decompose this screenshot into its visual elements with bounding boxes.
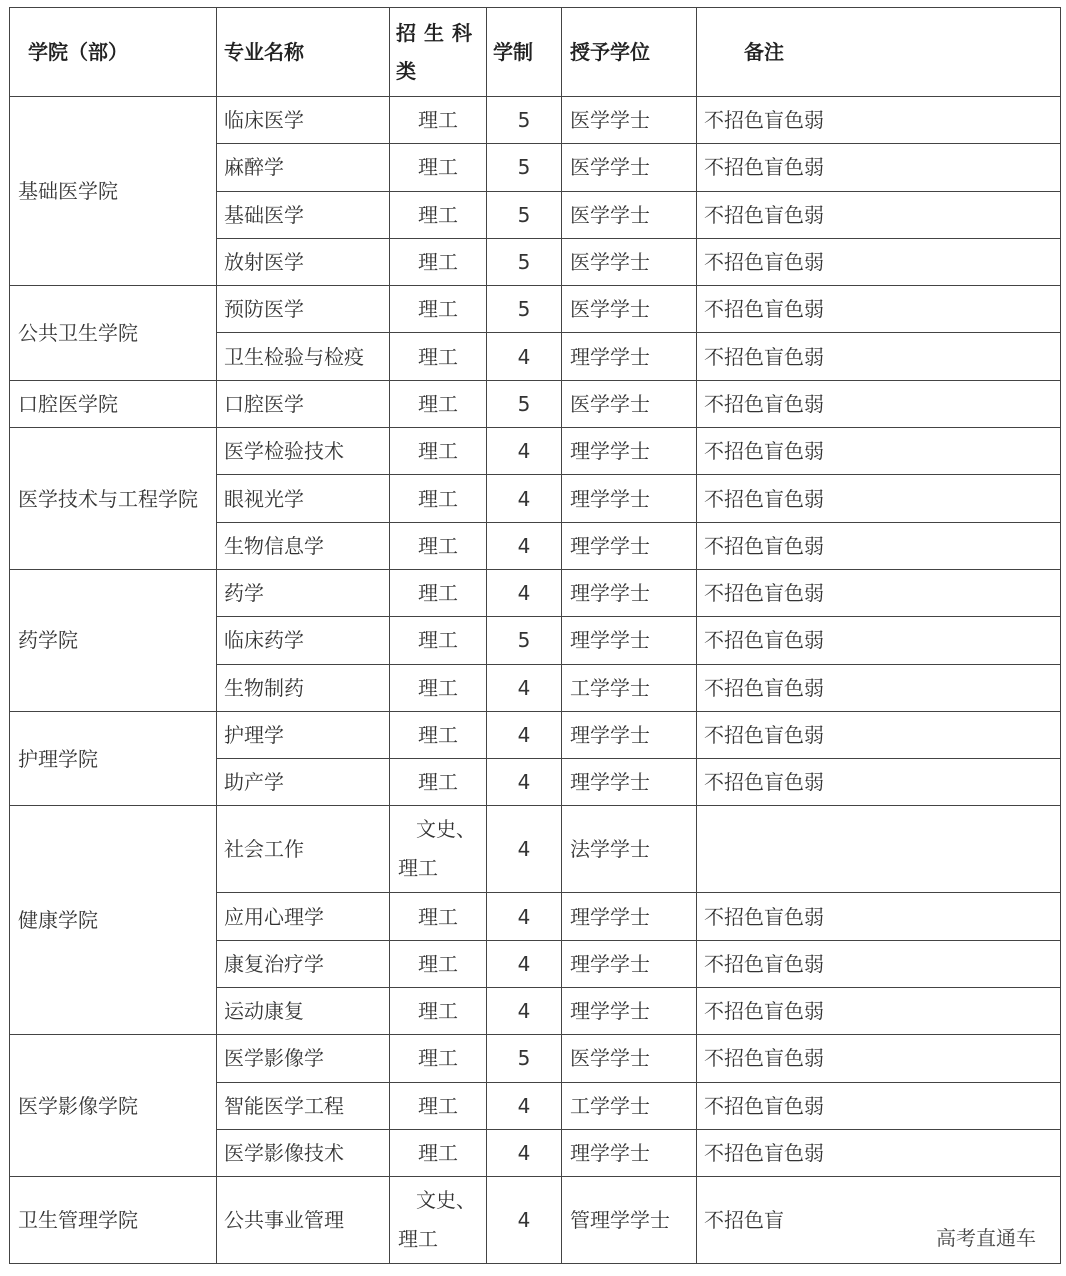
category-cell: 理工 — [390, 893, 487, 940]
college-cell: 基础医学院 — [10, 97, 217, 286]
major-cell: 药学 — [217, 569, 390, 616]
major-cell: 医学影像技术 — [217, 1129, 390, 1176]
degree-cell: 医学学士 — [562, 144, 697, 191]
major-cell: 眼视光学 — [217, 475, 390, 522]
years-cell: 4 — [487, 664, 562, 711]
table-row — [10, 428, 1061, 475]
years-cell: 4 — [487, 569, 562, 616]
degree-cell: 理学学士 — [562, 988, 697, 1035]
years-cell: 4 — [487, 988, 562, 1035]
college-cell: 卫生管理学院 — [10, 1177, 217, 1264]
header-degree: 授予学位 — [562, 8, 697, 97]
degree-cell: 医学学士 — [562, 191, 697, 238]
table-row — [10, 1177, 1061, 1264]
category-cell: 理工 — [390, 1129, 487, 1176]
degree-cell: 法学学士 — [562, 806, 697, 893]
degree-cell: 工学学士 — [562, 1082, 697, 1129]
category-cell: 理工 — [390, 380, 487, 427]
note-cell: 不招色盲色弱 — [697, 664, 1061, 711]
note-cell: 不招色盲色弱 — [697, 475, 1061, 522]
note-cell: 不招色盲色弱 — [697, 144, 1061, 191]
degree-cell: 医学学士 — [562, 380, 697, 427]
degree-cell: 理学学士 — [562, 1129, 697, 1176]
table-row — [10, 97, 1061, 144]
category-cell: 理工 — [390, 333, 487, 380]
years-cell: 5 — [487, 1035, 562, 1082]
years-cell: 4 — [487, 759, 562, 806]
college-cell: 公共卫生学院 — [10, 286, 217, 381]
majors-table — [9, 7, 1061, 1264]
degree-cell: 理学学士 — [562, 333, 697, 380]
note-cell: 不招色盲色弱 — [697, 1129, 1061, 1176]
major-cell: 放射医学 — [217, 238, 390, 285]
table-row — [10, 1035, 1061, 1082]
degree-cell: 理学学士 — [562, 711, 697, 758]
note-cell: 不招色盲 — [697, 1177, 1061, 1264]
major-cell: 基础医学 — [217, 191, 390, 238]
table-body — [10, 97, 1061, 1264]
category-cell: 理工 — [390, 940, 487, 987]
category-cell: 理工 — [390, 1035, 487, 1082]
years-cell: 4 — [487, 428, 562, 475]
major-cell: 生物制药 — [217, 664, 390, 711]
years-cell: 5 — [487, 238, 562, 285]
category-cell: 理工 — [390, 144, 487, 191]
category-cell: 理工 — [390, 759, 487, 806]
category-cell: 理工 — [390, 428, 487, 475]
major-cell: 医学影像学 — [217, 1035, 390, 1082]
category-cell: 理工 — [390, 617, 487, 664]
note-cell: 不招色盲色弱 — [697, 1082, 1061, 1129]
college-cell: 健康学院 — [10, 806, 217, 1035]
degree-cell: 理学学士 — [562, 617, 697, 664]
note-cell: 不招色盲色弱 — [697, 988, 1061, 1035]
note-cell: 不招色盲色弱 — [697, 191, 1061, 238]
major-cell: 口腔医学 — [217, 380, 390, 427]
table-row — [10, 806, 1061, 893]
years-cell: 4 — [487, 806, 562, 893]
category-cell: 理工 — [390, 522, 487, 569]
degree-cell: 工学学士 — [562, 664, 697, 711]
degree-cell: 医学学士 — [562, 286, 697, 333]
table-row — [10, 711, 1061, 758]
major-cell: 生物信息学 — [217, 522, 390, 569]
degree-cell: 医学学士 — [562, 1035, 697, 1082]
category-cell: 理工 — [390, 711, 487, 758]
degree-cell: 理学学士 — [562, 940, 697, 987]
degree-cell: 理学学士 — [562, 569, 697, 616]
years-cell: 4 — [487, 1082, 562, 1129]
note-cell: 不招色盲色弱 — [697, 97, 1061, 144]
major-cell: 运动康复 — [217, 988, 390, 1035]
major-cell: 助产学 — [217, 759, 390, 806]
category-cell: 理工 — [390, 569, 487, 616]
category-cell: 理工 — [390, 286, 487, 333]
major-cell: 卫生检验与检疫 — [217, 333, 390, 380]
table-row — [10, 286, 1061, 333]
years-cell: 5 — [487, 380, 562, 427]
degree-cell: 理学学士 — [562, 428, 697, 475]
major-cell: 麻醉学 — [217, 144, 390, 191]
header-years: 学制 — [487, 8, 562, 97]
header-row — [10, 8, 1061, 97]
degree-cell: 医学学士 — [562, 238, 697, 285]
major-cell: 预防医学 — [217, 286, 390, 333]
header-major: 专业名称 — [217, 8, 390, 97]
years-cell: 4 — [487, 522, 562, 569]
watermark: 高考直通车 — [936, 1226, 1036, 1250]
major-cell: 临床药学 — [217, 617, 390, 664]
years-cell: 4 — [487, 1129, 562, 1176]
table-row — [10, 569, 1061, 616]
major-cell: 社会工作 — [217, 806, 390, 893]
college-cell: 药学院 — [10, 569, 217, 711]
note-cell: 不招色盲色弱 — [697, 893, 1061, 940]
category-cell: 理工 — [390, 97, 487, 144]
note-cell — [697, 806, 1061, 893]
degree-cell: 理学学士 — [562, 759, 697, 806]
note-cell: 不招色盲色弱 — [697, 759, 1061, 806]
years-cell: 5 — [487, 97, 562, 144]
degree-cell: 理学学士 — [562, 522, 697, 569]
category-cell: 文史、 理工 — [390, 806, 487, 893]
note-cell: 不招色盲色弱 — [697, 1035, 1061, 1082]
degree-cell: 理学学士 — [562, 475, 697, 522]
years-cell: 4 — [487, 893, 562, 940]
major-cell: 医学检验技术 — [217, 428, 390, 475]
years-cell: 4 — [487, 1177, 562, 1264]
degree-cell: 医学学士 — [562, 97, 697, 144]
years-cell: 4 — [487, 333, 562, 380]
college-cell: 医学影像学院 — [10, 1035, 217, 1177]
note-cell: 不招色盲色弱 — [697, 428, 1061, 475]
major-cell: 公共事业管理 — [217, 1177, 390, 1264]
category-cell: 理工 — [390, 988, 487, 1035]
note-cell: 不招色盲色弱 — [697, 238, 1061, 285]
header-category: 招生科类 — [390, 8, 487, 97]
years-cell: 4 — [487, 940, 562, 987]
note-cell: 不招色盲色弱 — [697, 522, 1061, 569]
years-cell: 5 — [487, 617, 562, 664]
category-cell: 理工 — [390, 1082, 487, 1129]
degree-cell: 管理学学士 — [562, 1177, 697, 1264]
major-cell: 临床医学 — [217, 97, 390, 144]
degree-cell: 理学学士 — [562, 893, 697, 940]
note-cell: 不招色盲色弱 — [697, 286, 1061, 333]
major-cell: 护理学 — [217, 711, 390, 758]
years-cell: 4 — [487, 711, 562, 758]
note-cell: 不招色盲色弱 — [697, 940, 1061, 987]
years-cell: 5 — [487, 286, 562, 333]
category-cell: 文史、 理工 — [390, 1177, 487, 1264]
category-cell: 理工 — [390, 664, 487, 711]
college-cell: 护理学院 — [10, 711, 217, 806]
category-cell: 理工 — [390, 475, 487, 522]
college-cell: 医学技术与工程学院 — [10, 428, 217, 570]
years-cell: 4 — [487, 475, 562, 522]
category-cell: 理工 — [390, 238, 487, 285]
header-college: 学院（部） — [10, 8, 217, 97]
header-note: 备注 — [697, 8, 1061, 97]
note-cell: 不招色盲色弱 — [697, 711, 1061, 758]
table-row — [10, 380, 1061, 427]
major-cell: 智能医学工程 — [217, 1082, 390, 1129]
note-cell: 不招色盲色弱 — [697, 617, 1061, 664]
category-cell: 理工 — [390, 191, 487, 238]
note-cell: 不招色盲色弱 — [697, 569, 1061, 616]
years-cell: 5 — [487, 191, 562, 238]
college-cell: 口腔医学院 — [10, 380, 217, 427]
major-cell: 应用心理学 — [217, 893, 390, 940]
note-cell: 不招色盲色弱 — [697, 333, 1061, 380]
note-cell: 不招色盲色弱 — [697, 380, 1061, 427]
major-cell: 康复治疗学 — [217, 940, 390, 987]
years-cell: 5 — [487, 144, 562, 191]
